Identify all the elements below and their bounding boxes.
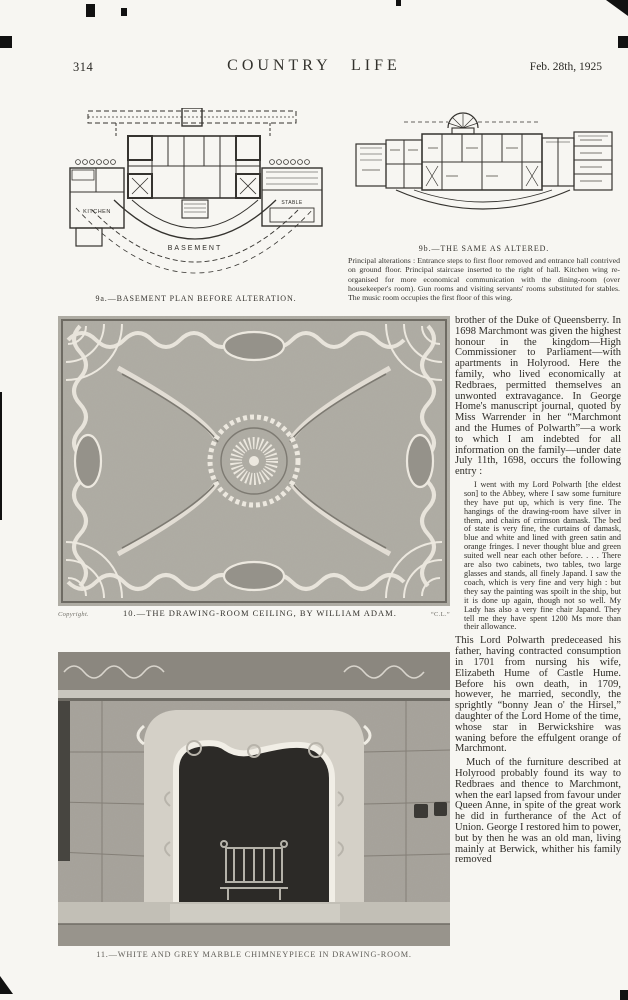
ceiling-caption: 10.—THE DRAWING-ROOM CEILING, BY WILLIAM ADAM.	[123, 608, 397, 618]
scan-edge-artifact	[618, 36, 628, 48]
chimneypiece-photo	[58, 652, 450, 946]
photo-credit: “C.L.”	[430, 611, 450, 618]
article-column	[455, 316, 621, 956]
page-number: 314	[73, 60, 94, 74]
scan-corner-artifact	[0, 976, 13, 994]
drawing-room-ceiling-photo	[58, 316, 450, 606]
basement-label: BASEMENT	[167, 245, 223, 252]
scan-edge-artifact	[0, 392, 2, 520]
article-paragraph: Much of the furniture described at Holyrood probably found its way to Redbraes and thence to Marchmont, when the earl lapsed from favour under Queen Anne, in spite of the great work he did in furtherance of the Act of Union. George I restored him to power, but by then he was an old man, living mainly at Berwick, whither his family removed	[455, 757, 621, 866]
scan-corner-artifact	[620, 990, 628, 1000]
ceiling-caption-row	[58, 608, 450, 618]
plan-alterations-note: Principal alterations : Entrance steps to first floor removed and entrance hall contrived on ground floor. Principal staircase inserted to the right of hall. Kitchen wing re-organised for more economical communication with the dining-room (over housekeeper's room). Gun rooms and visiting servants' rooms substituted for stables. The music room occupies the first floor of this wing.	[348, 256, 620, 303]
plan-as-altered-figure	[344, 110, 622, 240]
print-registration-mark	[86, 4, 95, 17]
article-paragraph: brother of the Duke of Queensberry. In 1698 Marchmont was given the highest honour in the kingdom—High Commissioner to Parliament—with apartments in Holyrood. Here the family, who lived economically at Redbraes, permitted themselves an unwonted extravagance. In George Home's manuscript journal, quoted by Miss Warrender in her “Marchmont and the Humes of Polwarth”—a work to which I am indebted for all information on the family—under date July 11th, 1698, occurs the following entry :	[455, 316, 621, 478]
plan-altered-caption: 9b.—THE SAME AS ALTERED.	[418, 244, 550, 253]
plan-before-caption: 9a.—BASEMENT PLAN BEFORE ALTERATION.	[95, 294, 297, 303]
print-registration-mark	[396, 0, 401, 6]
copyright-label: Copyright.	[58, 611, 89, 618]
chimneypiece-caption: 11.—WHITE AND GREY MARBLE CHIMNEYPIECE IN DRAWING-ROOM.	[96, 950, 412, 959]
print-registration-mark	[121, 8, 127, 16]
article-paragraph: This Lord Polwarth predeceased his father, having contracted consumption in 1701 from nursing his wife, Elizabeth Hume of Castle Hume. Before his own death, in 1709, however, he married, secondly, the sprightly “bonny Jean o' the Hirsel,” daughter of the Lord Home of the time, whose star in Berwickshire was waning before the effulgent orange of Marchmont.	[455, 635, 621, 755]
masthead-title: COUNTRY LIFE	[227, 57, 401, 74]
journal-quote: I went with my Lord Polwarth [the eldest son] to the Abbey, where I saw some furniture they have put up, which is very fine. The hangings of the drawing-room have silver in them, and chairs of crimson damask. The bed of state is very fine, the curtains of damask, blue and white and lined with green satin and orange fringes. I never thought blue and green suited well near each other before. . . . There are also two cabinets, two tables, two large glasses and stands, all finely Japand. I saw the coach, which is very fine and very high : but they say the painting was spoilt in the ship, but it is done up again, though not so well. My Lady has also a very fine chair Japand. They tell me they have spent 1200 Ms more than their allowance.	[464, 479, 621, 632]
basement-plan-before-figure	[56, 108, 336, 292]
scan-edge-artifact	[0, 36, 12, 48]
issue-date: Feb. 28th, 1925	[529, 61, 602, 73]
stable-label: STABLE	[281, 200, 303, 206]
kitchen-label: KITCHEN	[83, 209, 111, 215]
scan-corner-artifact	[606, 0, 628, 16]
